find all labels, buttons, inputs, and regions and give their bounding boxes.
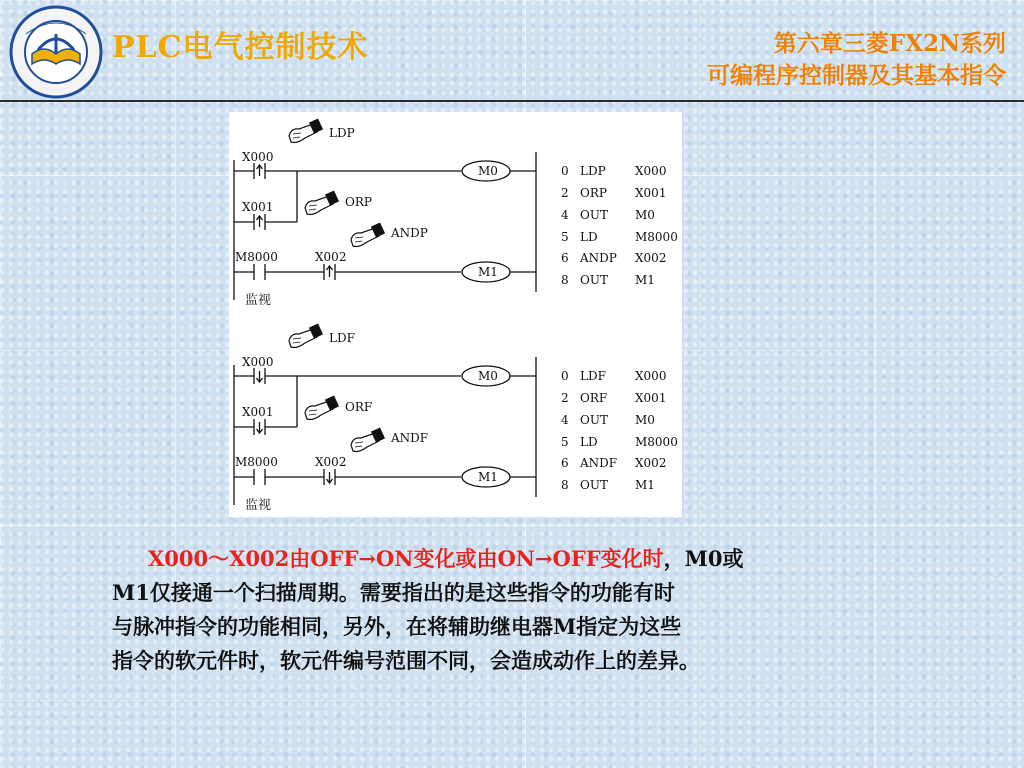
- instruction-step: 5: [561, 230, 569, 244]
- caption-line-1: [112, 542, 912, 576]
- chapter-line-2: 可编程序控制器及其基本指令: [707, 62, 1006, 89]
- instruction-step: 2: [561, 391, 569, 405]
- instruction-step: 2: [561, 186, 569, 200]
- pointer-label: ORF: [345, 400, 373, 414]
- instruction-op: LDF: [580, 369, 606, 383]
- instruction-operand: X001: [635, 391, 667, 405]
- instruction-op: OUT: [580, 413, 608, 427]
- instruction-step: 8: [561, 478, 569, 492]
- pointing-hand-icon: [289, 118, 323, 142]
- caption-line-4: 指令的软元件时，软元件编号范围不同，会造成动作上的差异。: [112, 648, 700, 673]
- instruction-operand: M0: [635, 208, 655, 222]
- ladder-diagram-rising: [234, 118, 678, 308]
- instruction-operand: M8000: [635, 230, 678, 244]
- ladder-diagram-falling: [234, 323, 678, 513]
- coil-label: M1: [478, 470, 498, 484]
- pointing-hand-icon: [351, 222, 385, 246]
- instruction-step: 6: [561, 251, 569, 265]
- pointing-hand-icon: [305, 190, 339, 214]
- pointing-hand-icon: [351, 427, 385, 451]
- pointer-label: LDP: [329, 126, 355, 140]
- instruction-op: LD: [580, 230, 598, 244]
- instruction-op: OUT: [580, 478, 608, 492]
- instruction-op: ORP: [580, 186, 607, 200]
- instruction-op: ANDF: [580, 456, 618, 470]
- instruction-step: 6: [561, 456, 569, 470]
- coil-label: M0: [478, 164, 498, 178]
- contact-label: X001: [242, 405, 274, 419]
- slide-header: [0, 0, 1024, 100]
- instruction-op: ANDP: [580, 251, 617, 265]
- instruction-step: 0: [561, 369, 569, 383]
- monitor-label: 监视: [245, 498, 272, 513]
- contact-label: X000: [242, 355, 274, 369]
- instruction-operand: X000: [635, 369, 667, 383]
- ladder-diagram-panel: [229, 112, 682, 517]
- instruction-op: OUT: [580, 208, 608, 222]
- instruction-operand: M1: [635, 273, 655, 287]
- instruction-operand: M1: [635, 478, 655, 492]
- instruction-operand: M8000: [635, 435, 678, 449]
- caption-line-1-rest: ，M0或: [663, 546, 744, 571]
- instruction-step: 0: [561, 164, 569, 178]
- chapter-title: [707, 28, 1006, 92]
- instruction-step: 8: [561, 273, 569, 287]
- pointer-label: LDF: [329, 331, 355, 345]
- instruction-op: ORF: [580, 391, 608, 405]
- app-title: PLC电气控制技术: [112, 30, 369, 65]
- pointing-hand-icon: [305, 395, 339, 419]
- instruction-op: OUT: [580, 273, 608, 287]
- instruction-operand: X000: [635, 164, 667, 178]
- pointer-label: ANDP: [391, 226, 428, 240]
- instruction-operand: M0: [635, 413, 655, 427]
- contact-label: M8000: [235, 455, 278, 469]
- contact-label: X000: [242, 150, 274, 164]
- contact-label: X001: [242, 200, 274, 214]
- coil-label: M0: [478, 369, 498, 383]
- instruction-operand: X002: [635, 251, 667, 265]
- instruction-list: [561, 164, 678, 287]
- coil-label: M1: [478, 265, 498, 279]
- chapter-line-1: 第六章三菱FX2N系列: [773, 30, 1006, 57]
- contact-label: M8000: [235, 250, 278, 264]
- instruction-op: LD: [580, 435, 598, 449]
- university-logo: [6, 4, 106, 100]
- pointer-label: ORP: [345, 195, 372, 209]
- pointing-hand-icon: [289, 323, 323, 347]
- instruction-step: 5: [561, 435, 569, 449]
- caption-highlight: X000～X002由OFF→ON变化或由ON→OFF变化时: [148, 546, 664, 571]
- explanation-text: [112, 542, 912, 678]
- contact-label: X002: [315, 250, 347, 264]
- caption-line-3: 与脉冲指令的功能相同，另外，在将辅助继电器M指定为这些: [112, 614, 682, 639]
- instruction-operand: X001: [635, 186, 667, 200]
- contact-label: X002: [315, 455, 347, 469]
- caption-line-2: M1仅接通一个扫描周期。需要指出的是这些指令的功能有时: [112, 580, 675, 605]
- instruction-operand: X002: [635, 456, 667, 470]
- instruction-op: LDP: [580, 164, 606, 178]
- instruction-step: 4: [561, 413, 569, 427]
- header-divider: [0, 100, 1024, 102]
- instruction-step: 4: [561, 208, 569, 222]
- pointer-label: ANDF: [391, 431, 429, 445]
- monitor-label: 监视: [245, 293, 272, 308]
- instruction-list: [561, 369, 678, 492]
